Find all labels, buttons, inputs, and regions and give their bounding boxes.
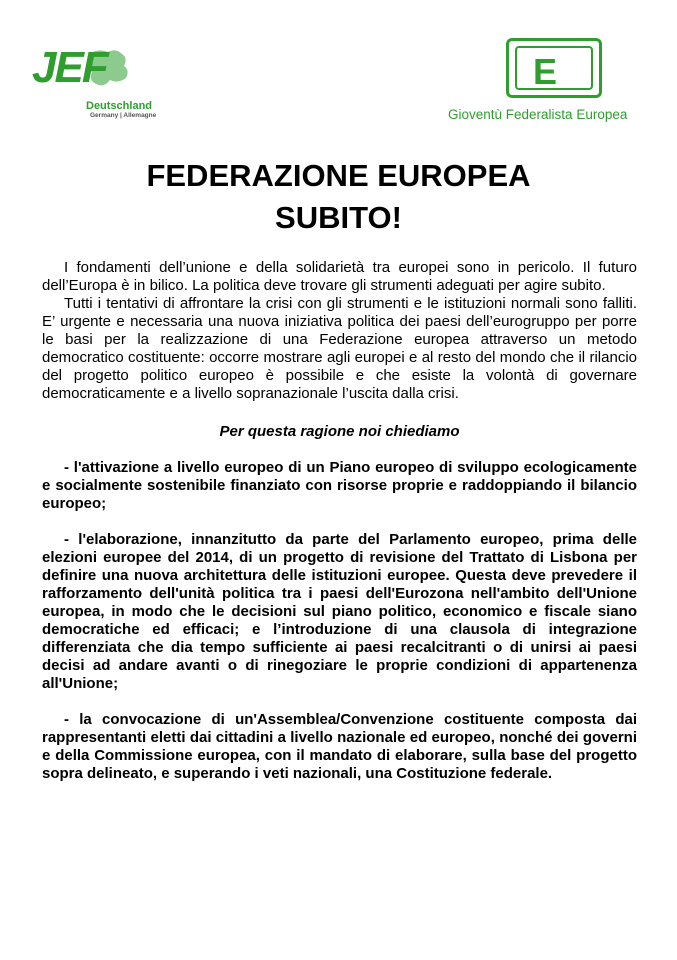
e-box-icon [506,38,602,98]
title-line-2: SUBITO! [275,200,402,235]
intro-paragraph-2: Tutti i tentativi di affrontare la crisi con gli strumenti e le istituzioni normali sono falliti. E’ urgente e necessaria una nuova iniziativa politica dei paesi dell’eurogruppo per porre le basi per la realizzazione di una Federazione europea attraverso un metodo democratico costituente: occorre mostrare agli europei e al resto del mondo che il rilancio del progetto politico europeo è possibile e che esiste la volontà di governare democraticamente e a livello sopranazionale l’uscita dalla crisi. [42,295,637,402]
demand-item: - la convocazione di un'Assemblea/Convenzione costituente composta dai rappresentanti eletti dai cittadini a livello nazionale ed europeo, nonché dei governi e della Commissione europea, con il mandato di elaborare, sulla base del progetto sopra delineato, e superando i veti nazionali, una Costituzione federale. [42,711,637,782]
jef-logo-mark: JEF [32,43,107,92]
intro-paragraph-1: I fondamenti dell’unione e della solidarietà tra europei sono in pericolo. Il futuro dell’Europa è in bilico. La politica deve trovare gli strumenti adeguati per agire subito. [42,259,637,294]
jef-logo-country: Deutschland [86,100,153,112]
gfe-logo [448,38,660,130]
title-line-1: FEDERAZIONE EUROPEA [146,158,531,193]
demand-item: - l'attivazione a livello europeo di un Piano europeo di sviluppo ecologicamente e socialmente sostenibile finanziato con risorse proprie e raddoppiando il bilancio europeo; [42,459,637,512]
demand-item: - l'elaborazione, innanzitutto da parte del Parlamento europeo, prima delle elezioni europee del 2014, di un progetto di revisione del Trattato di Lisbona per definire una nuova architettura delle istituzioni europee. Questa deve prevedere il rafforzamento dell'unità politica tra i paesi dell'Eurozona nell'ambito dell'Unione europea, in modo che le decisioni sul piano politico, economico e fiscale siano democratiche ed efficaci; e l’introduzione di una clausola di integrazione differenziata che dia tempo sufficiente ai paesi recalcitranti o di unirsi ai paesi decisi ad andare avanti o di rinegoziare le proprie condizioni di appartenenza all'Unione; [42,531,637,692]
document-body [42,259,637,801]
section-subheading: Per questa ragione noi chiediamo [219,423,460,440]
jef-logo [28,44,174,122]
gfe-logo-letter: E [533,51,558,92]
gfe-logo-name: Gioventù Federalista Europea [448,107,628,122]
page-title [40,155,637,239]
jef-logo-subtitle: Germany | Allemagne [90,112,157,119]
